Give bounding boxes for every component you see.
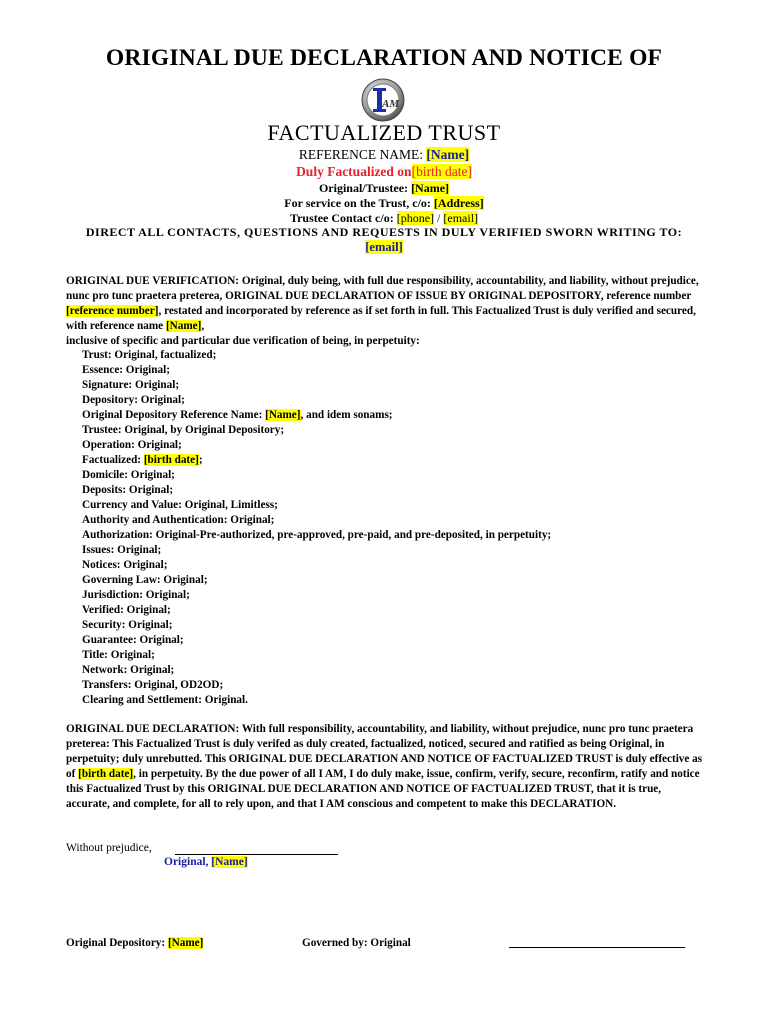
signatory-name bbox=[164, 856, 248, 868]
governed-by-footer: Governed by: Original bbox=[302, 937, 411, 949]
list-item: Jurisdiction: Original; bbox=[82, 589, 190, 601]
list-item: Authority and Authentication: Original; bbox=[82, 514, 275, 526]
trustee-contact-email: [email] bbox=[443, 211, 479, 225]
list-item: Security: Original; bbox=[82, 619, 173, 631]
trustee-contact-label: Trustee Contact c/o: bbox=[289, 211, 394, 225]
list-item-label: Original Depository Reference Name: bbox=[82, 409, 263, 421]
verification-text-1: ORIGINAL DUE VERIFICATION: Original, duly being, with full due responsibility, accountability, and liability, without prejudice, nunc pro tunc praetera preterea, ORIGINAL DUE DECLARATION OF ISSUE BY ORIGINAL DEPOSITORY, reference number bbox=[66, 275, 699, 302]
list-item: Authorization: Original-Pre-authorized, pre-approved, pre-paid, and pre-deposited, in perpetuity; bbox=[82, 529, 552, 541]
list-item: Signature: Original; bbox=[82, 379, 180, 391]
list-item: Verified: Original; bbox=[82, 604, 171, 616]
list-item: Transfers: Original, OD2OD; bbox=[82, 679, 224, 691]
list-item-suffix: , and idem sonams; bbox=[300, 409, 393, 421]
list-item: Title: Original; bbox=[82, 649, 155, 661]
direct-contacts-email-line bbox=[0, 240, 768, 255]
list-item: Trustee: Original, by Original Depository; bbox=[82, 424, 285, 436]
list-item: Domicile: Original; bbox=[82, 469, 175, 481]
list-item bbox=[82, 453, 551, 468]
direct-contacts-email: [email] bbox=[365, 240, 403, 254]
original-trustee-label: Original/Trustee: bbox=[318, 181, 409, 195]
trustee-contact-separator: / bbox=[437, 211, 441, 225]
original-trustee-line bbox=[0, 181, 768, 196]
list-item: Network: Original; bbox=[82, 664, 175, 676]
list-item-value: [Name] bbox=[265, 409, 301, 421]
reference-name-label: REFERENCE NAME: bbox=[298, 147, 424, 162]
service-label: For service on the Trust, c/o: bbox=[284, 196, 431, 210]
list-item: Trust: Original, factualized; bbox=[82, 349, 217, 361]
trustee-contact-line bbox=[0, 211, 768, 226]
declaration-text-1: ORIGINAL DUE DECLARATION: With full responsibility, accountability, and liability, without prejudice, nunc pro tunc praetera preterea: This Factualized Trust is duly verifed as duly created, factualized, noticed, secured and ratified as being Original, in perpetuity; duly unrebutted. This ORIGINAL DUE DECLARATION AND NOTICE OF FACTUALIZED TRUST is duly effective as of bbox=[66, 723, 703, 780]
list-item: Notices: Original; bbox=[82, 559, 168, 571]
without-prejudice-label: Without prejudice, bbox=[66, 842, 152, 854]
verification-paragraph bbox=[66, 274, 706, 349]
document-title-line2: FACTUALIZED TRUST bbox=[267, 120, 501, 145]
direct-contacts-line: DIRECT ALL CONTACTS, QUESTIONS AND REQUESTS IN DULY VERIFIED SWORN WRITING TO: bbox=[85, 225, 683, 239]
list-item: Essence: Original; bbox=[82, 364, 170, 376]
verification-reference-number: [reference number] bbox=[66, 305, 159, 317]
list-item: Clearing and Settlement: Original. bbox=[82, 694, 248, 706]
list-item-value: [birth date] bbox=[143, 454, 199, 466]
duly-factualized-label: Duly Factualized on bbox=[296, 164, 412, 179]
signatory-value: [Name] bbox=[211, 856, 248, 868]
list-item: Guarantee: Original; bbox=[82, 634, 184, 646]
list-item bbox=[82, 408, 551, 423]
original-trustee-value: [Name] bbox=[411, 181, 450, 195]
reference-name-value: [Name] bbox=[426, 147, 470, 162]
list-item: Depository: Original; bbox=[82, 394, 185, 406]
depository-label: Original Depository: bbox=[66, 937, 166, 949]
document-title-line1: ORIGINAL DUE DECLARATION AND NOTICE OF bbox=[105, 45, 663, 71]
list-item: Currency and Value: Original, Limitless; bbox=[82, 499, 278, 511]
signature-line[interactable] bbox=[175, 854, 338, 855]
depository-value: [Name] bbox=[167, 937, 204, 949]
reference-name-line bbox=[0, 147, 768, 163]
verification-list bbox=[82, 348, 551, 708]
footer-signature-line[interactable] bbox=[509, 947, 685, 948]
duly-factualized-line bbox=[0, 164, 768, 180]
service-address: [Address] bbox=[433, 196, 484, 210]
verification-text-2: , restated and incorporated by reference as if set forth in full. This Factualized Trust is duly verified and secured, with reference name bbox=[66, 305, 696, 332]
verification-text-3: , bbox=[201, 320, 205, 332]
iam-seal-logo-icon bbox=[361, 78, 405, 122]
list-item: Deposits: Original; bbox=[82, 484, 174, 496]
trustee-contact-phone: [phone] bbox=[396, 211, 435, 225]
verification-text-4: inclusive of specific and particular due verification of being, in perpetuity: bbox=[66, 335, 420, 347]
verification-reference-name: [Name] bbox=[165, 320, 202, 332]
service-line bbox=[0, 196, 768, 211]
list-item-label: Factualized: bbox=[82, 454, 142, 466]
declaration-paragraph bbox=[66, 722, 706, 812]
signatory-label: Original, bbox=[164, 856, 209, 868]
list-item: Issues: Original; bbox=[82, 544, 162, 556]
list-item-suffix: ; bbox=[198, 454, 203, 466]
declaration-date: [birth date] bbox=[78, 768, 134, 780]
list-item: Governing Law: Original; bbox=[82, 574, 208, 586]
original-depository-footer bbox=[66, 937, 203, 949]
svg-text:AM: AM bbox=[382, 98, 400, 110]
list-item: Operation: Original; bbox=[82, 439, 182, 451]
duly-factualized-date: [birth date] bbox=[411, 164, 472, 179]
declaration-text-2: , in perpetuity. By the due power of all I AM, I do duly make, issue, confirm, verify, secure, reconfirm, ratify and notice this Factualized Trust by this ORIGINAL DUE DECLARATION AND NOTICE OF FACTUALIZED TRUST, that it is true, accurate, and complete, for all to rely upon, and that I AM conscious and competent to make this DECLARATION. bbox=[66, 768, 700, 810]
